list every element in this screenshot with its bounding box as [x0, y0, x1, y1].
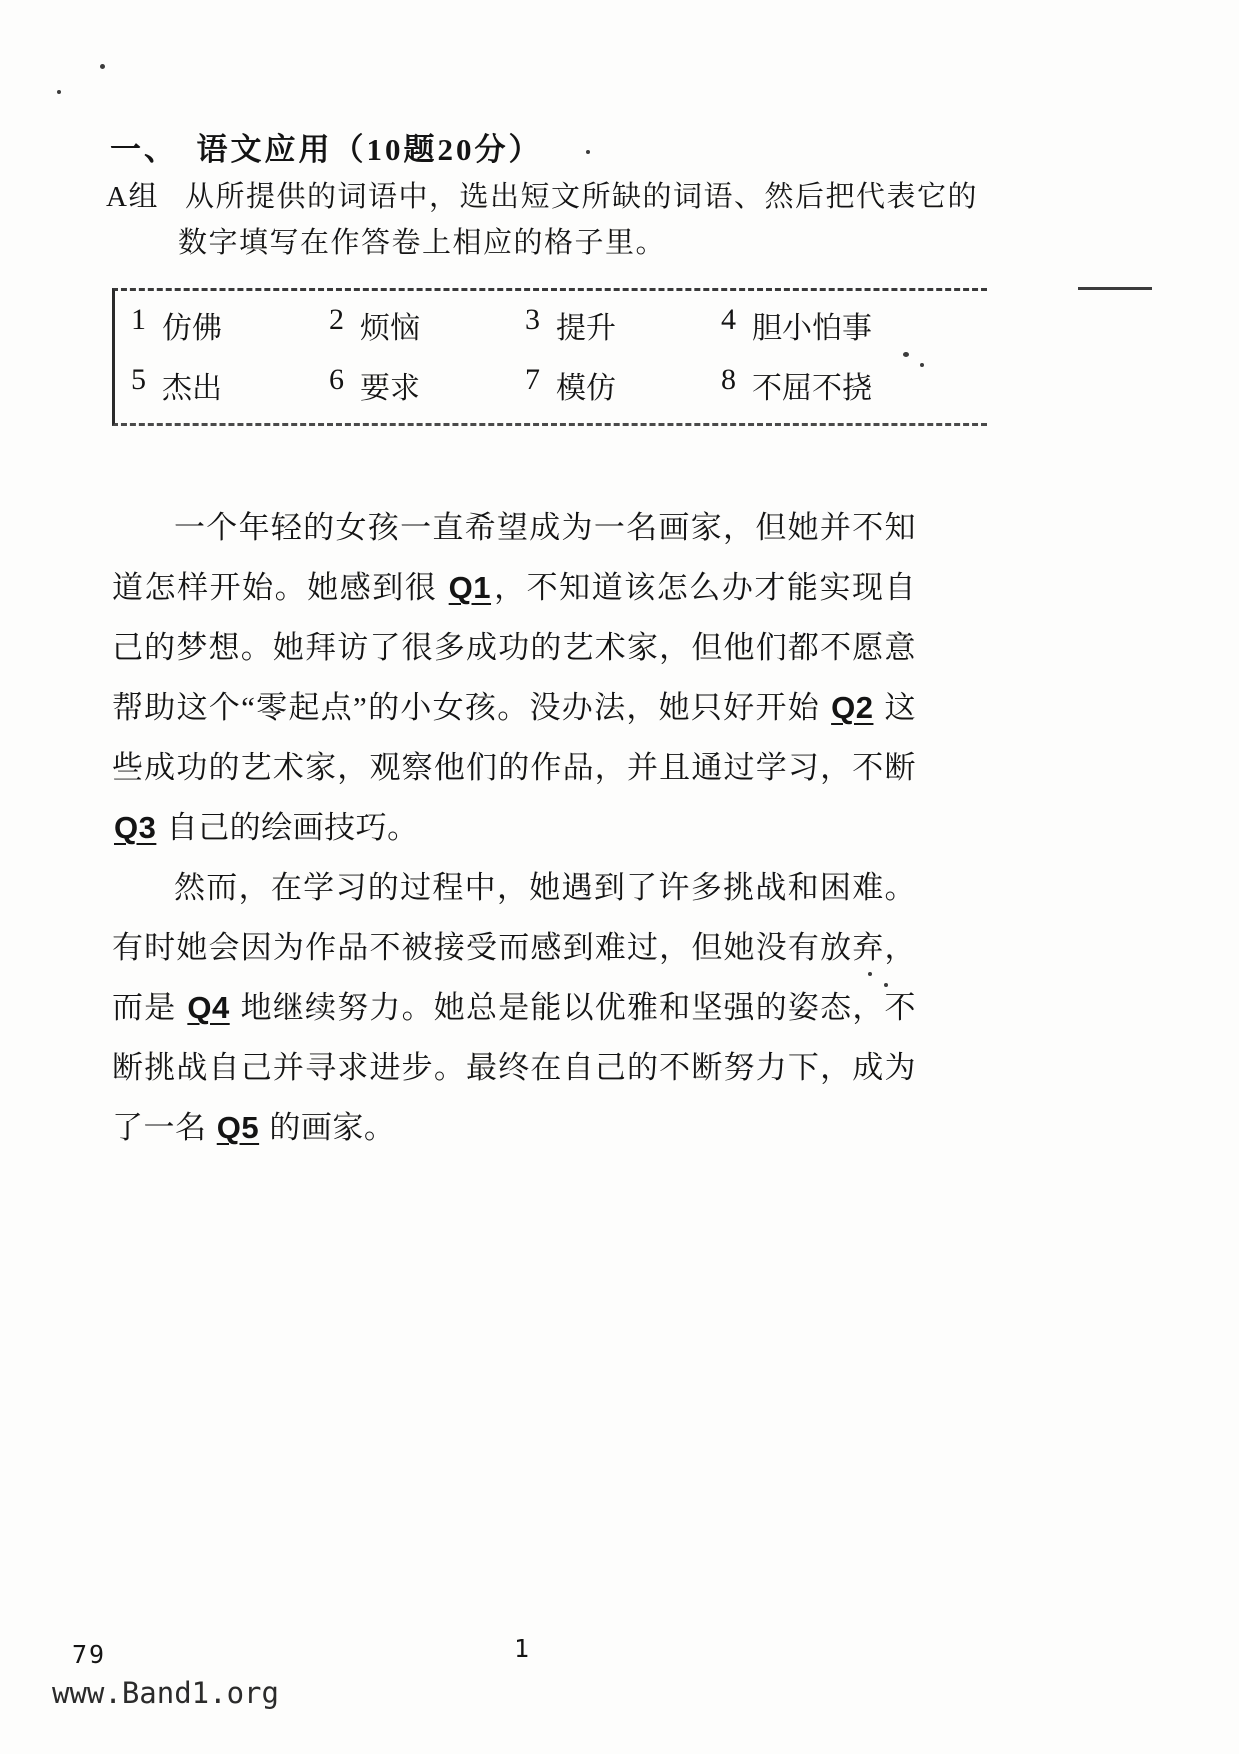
- scan-dash-artifact: [1078, 287, 1152, 290]
- page-number-left: 79: [72, 1640, 107, 1669]
- blank-q2: Q2: [831, 690, 874, 725]
- instruction-line-1: [106, 174, 978, 215]
- scan-speck: [57, 90, 61, 94]
- instruction-text-1: 从所提供的词语中，选出短文所缺的词语、然后把代表它的: [184, 181, 978, 213]
- word-text: 胆小怕事: [752, 312, 872, 345]
- scan-speck: [100, 64, 105, 69]
- blank-q5: Q5: [216, 1110, 260, 1145]
- scan-speck: [903, 352, 909, 357]
- word-text: 不屈不挠: [752, 372, 872, 405]
- passage-text: 自己的绘画技巧。: [158, 810, 419, 845]
- blank-q3: Q3: [114, 810, 157, 845]
- word-bank-item-6: [329, 363, 525, 407]
- group-label: A组: [106, 181, 159, 213]
- word-number: 8: [721, 363, 736, 396]
- word-bank-item-3: [525, 303, 721, 347]
- blank-q4: Q4: [187, 990, 230, 1025]
- word-number: 2: [329, 303, 344, 336]
- passage: [112, 498, 916, 1158]
- word-number: 3: [525, 303, 540, 336]
- word-text: 仿佛: [162, 312, 222, 345]
- word-text: 模仿: [556, 372, 616, 405]
- page-number-center: 1: [514, 1634, 530, 1663]
- word-number: 4: [721, 303, 736, 336]
- passage-text: 这些成功的艺术家，观察他们的作品，并且通过学习，不断: [112, 690, 916, 785]
- passage-paragraph-2: [112, 858, 916, 1158]
- passage-text: 地继续努力。她总是能以优雅和坚强的姿态，不断挑战自己并寻求进步。最终在自己的不断努力下，成为了一名: [112, 990, 917, 1145]
- passage-text: 的画家。: [261, 1110, 396, 1145]
- instruction-line-2: 数字填写在作答卷上相应的格子里。: [178, 227, 667, 259]
- passage-text: 然而，在学习的过程中，她遇到了许多挑战和困难。有时她会因为作品不被接受而感到难过，但她没有放弃，而是: [112, 870, 916, 1025]
- word-bank-item-4: [721, 303, 987, 347]
- word-bank-item-2: [329, 303, 525, 347]
- website-watermark: www.Band1.org: [52, 1676, 279, 1710]
- word-text: 烦恼: [360, 312, 420, 345]
- word-bank-item-8: [721, 363, 987, 407]
- word-number: 1: [131, 303, 146, 336]
- word-bank-item-5: [131, 363, 329, 407]
- scan-speck: [586, 150, 590, 154]
- scan-speck: [884, 983, 888, 987]
- word-bank-item-1: [131, 303, 329, 347]
- scan-speck: [920, 363, 924, 367]
- word-text: 提升: [556, 312, 616, 345]
- scan-speck: [868, 972, 872, 976]
- word-bank-table: [112, 288, 987, 426]
- word-text: 杰出: [162, 372, 222, 405]
- word-number: 7: [525, 363, 540, 396]
- word-bank-item-7: [525, 363, 721, 407]
- blank-q1: Q1: [448, 570, 492, 605]
- passage-text: ，不知道该怎么办才能实现自己的梦想。她拜访了很多成功的艺术家，但他们都不愿意帮助这个“零起点”的小女孩。没办法，她只好开始: [112, 570, 917, 725]
- word-number: 6: [329, 363, 344, 396]
- section-title: 一、 语文应用（10题20分）: [110, 132, 543, 167]
- passage-text: 一个年轻的女孩一直希望成为一名画家，但她并不知道怎样开始。她感到很: [112, 510, 916, 605]
- passage-paragraph-1: [112, 498, 916, 858]
- word-text: 要求: [360, 372, 420, 405]
- word-number: 5: [131, 363, 146, 396]
